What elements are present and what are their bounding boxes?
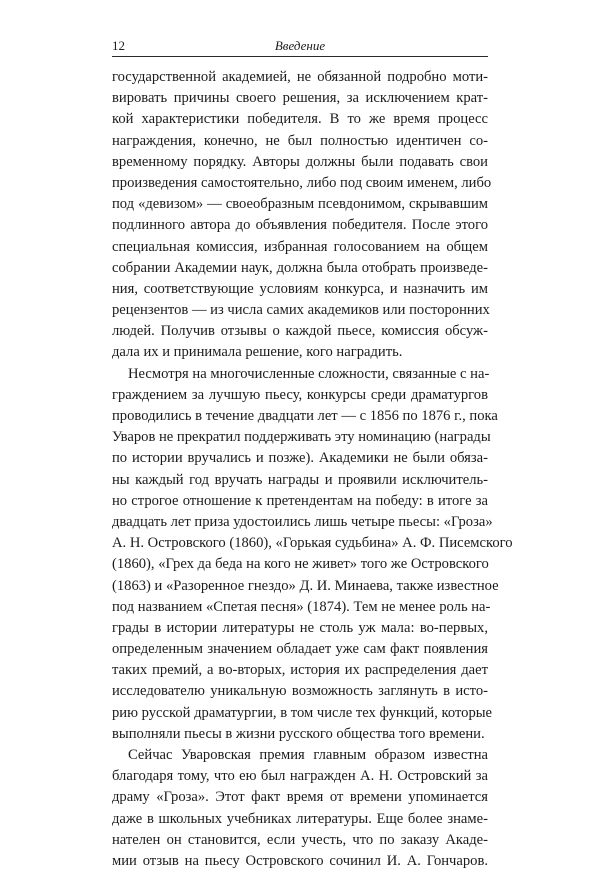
text-line: рецензентов — из числа самих академиков или посторонних bbox=[112, 302, 490, 319]
text-line: грады в истории литературы не столь уж мала: во-первых, bbox=[112, 619, 488, 636]
text-line: Сейчас Уваровская премия главным образом известна bbox=[128, 747, 488, 763]
text-line: определенным значением обладает уже сам факт появления bbox=[112, 641, 488, 658]
text-line: даже в школьных учебниках литературы. Еще более знаме- bbox=[112, 810, 488, 827]
text-line: ния, соответствующие условиям конкурса, и назначить им bbox=[112, 280, 488, 297]
text-line: государственной академией, не обязанной подробно моти- bbox=[112, 69, 488, 85]
text-line: таких премий, а во-вторых, история их распределения дает bbox=[112, 662, 488, 679]
text-line: выполняли пьесы в жизни русского общества того времени. bbox=[112, 725, 485, 742]
paragraph bbox=[112, 364, 513, 745]
running-head: Введение bbox=[274, 38, 326, 53]
text-line: Несмотря на многочисленные сложности, связанные с на- bbox=[128, 365, 490, 382]
text-line: ны каждый год вручать награды и проявили исключитель- bbox=[112, 471, 488, 488]
text-line: но строгое отношение к претендентам на победу: в итоге за bbox=[112, 492, 488, 509]
text-line: мии отзыв на пьесу Островского сочинил И. А. Гончаров. bbox=[112, 852, 488, 869]
page-header bbox=[112, 38, 488, 58]
text-line: Уваров не прекратил поддерживать эту номинацию (награды bbox=[112, 429, 491, 446]
text-line: по истории вручались и позже). Академики не были обяза- bbox=[112, 450, 488, 467]
text-line: драму «Гроза». Этот факт время от времени упоминается bbox=[112, 789, 488, 806]
text-line: произведения самостоятельно, либо под своим именем, либо bbox=[112, 174, 492, 191]
text-line: проводились в течение двадцати лет — с 1856 по 1876 г., пока bbox=[112, 408, 498, 424]
text-line: двадцать лет приза удостоились лишь четыре пьесы: «Гроза» bbox=[112, 513, 493, 530]
text-line: специальная комиссия, избранная голосованием на общем bbox=[112, 238, 488, 255]
text-line: под «девизом» — своеобразным псевдонимом, скрывавшим bbox=[112, 196, 488, 213]
text-line: (1863) и «Разоренное гнездо» Д. И. Минаева, также известное bbox=[112, 577, 499, 594]
text-line: рию русской драматургии, в том числе тех функций, которые bbox=[112, 704, 493, 721]
text-line: награждения, конечно, не был полностью идентичен со- bbox=[112, 132, 488, 149]
header-rule bbox=[112, 56, 488, 57]
text-line: собрании Академии наук, должна была отобрать произведе- bbox=[112, 259, 488, 276]
text-line: вировать причины своего решения, за исключением крат- bbox=[112, 90, 488, 107]
text-line: (1860), «Грех да беда на кого не живет» того же Островского bbox=[112, 556, 489, 573]
text-line: А. Н. Островского (1860), «Горькая судьбина» А. Ф. Писемского bbox=[112, 535, 513, 552]
text-line: временному порядку. Авторы должны были подавать свои bbox=[112, 153, 488, 170]
paragraph bbox=[112, 67, 492, 364]
text-line: исследователю уникальную возможность заглянуть в исто- bbox=[112, 683, 488, 700]
text-line: кой характеристики победителя. В то же время процесс bbox=[112, 111, 488, 128]
text-line: благодаря тому, что ею был награжден А. Н. Островский за bbox=[112, 768, 488, 785]
text-line: дала их и принимала решение, кого наградить. bbox=[112, 344, 403, 361]
text-line: нателен он становится, если учесть, что по заказу Акаде- bbox=[112, 831, 488, 848]
text-line: людей. Получив отзывы о каждой пьесе, комиссия обсуж- bbox=[112, 323, 488, 340]
body-text bbox=[112, 67, 513, 872]
page-number: 12 bbox=[112, 38, 125, 53]
text-line: граждением за лучшую пьесу, конкурсы среди драматургов bbox=[112, 386, 488, 403]
text-line: подлинного автора до объявления победителя. После этого bbox=[112, 217, 488, 234]
paragraph bbox=[112, 745, 488, 872]
text-line: под названием «Спетая песня» (1874). Тем не менее роль на- bbox=[112, 598, 491, 615]
